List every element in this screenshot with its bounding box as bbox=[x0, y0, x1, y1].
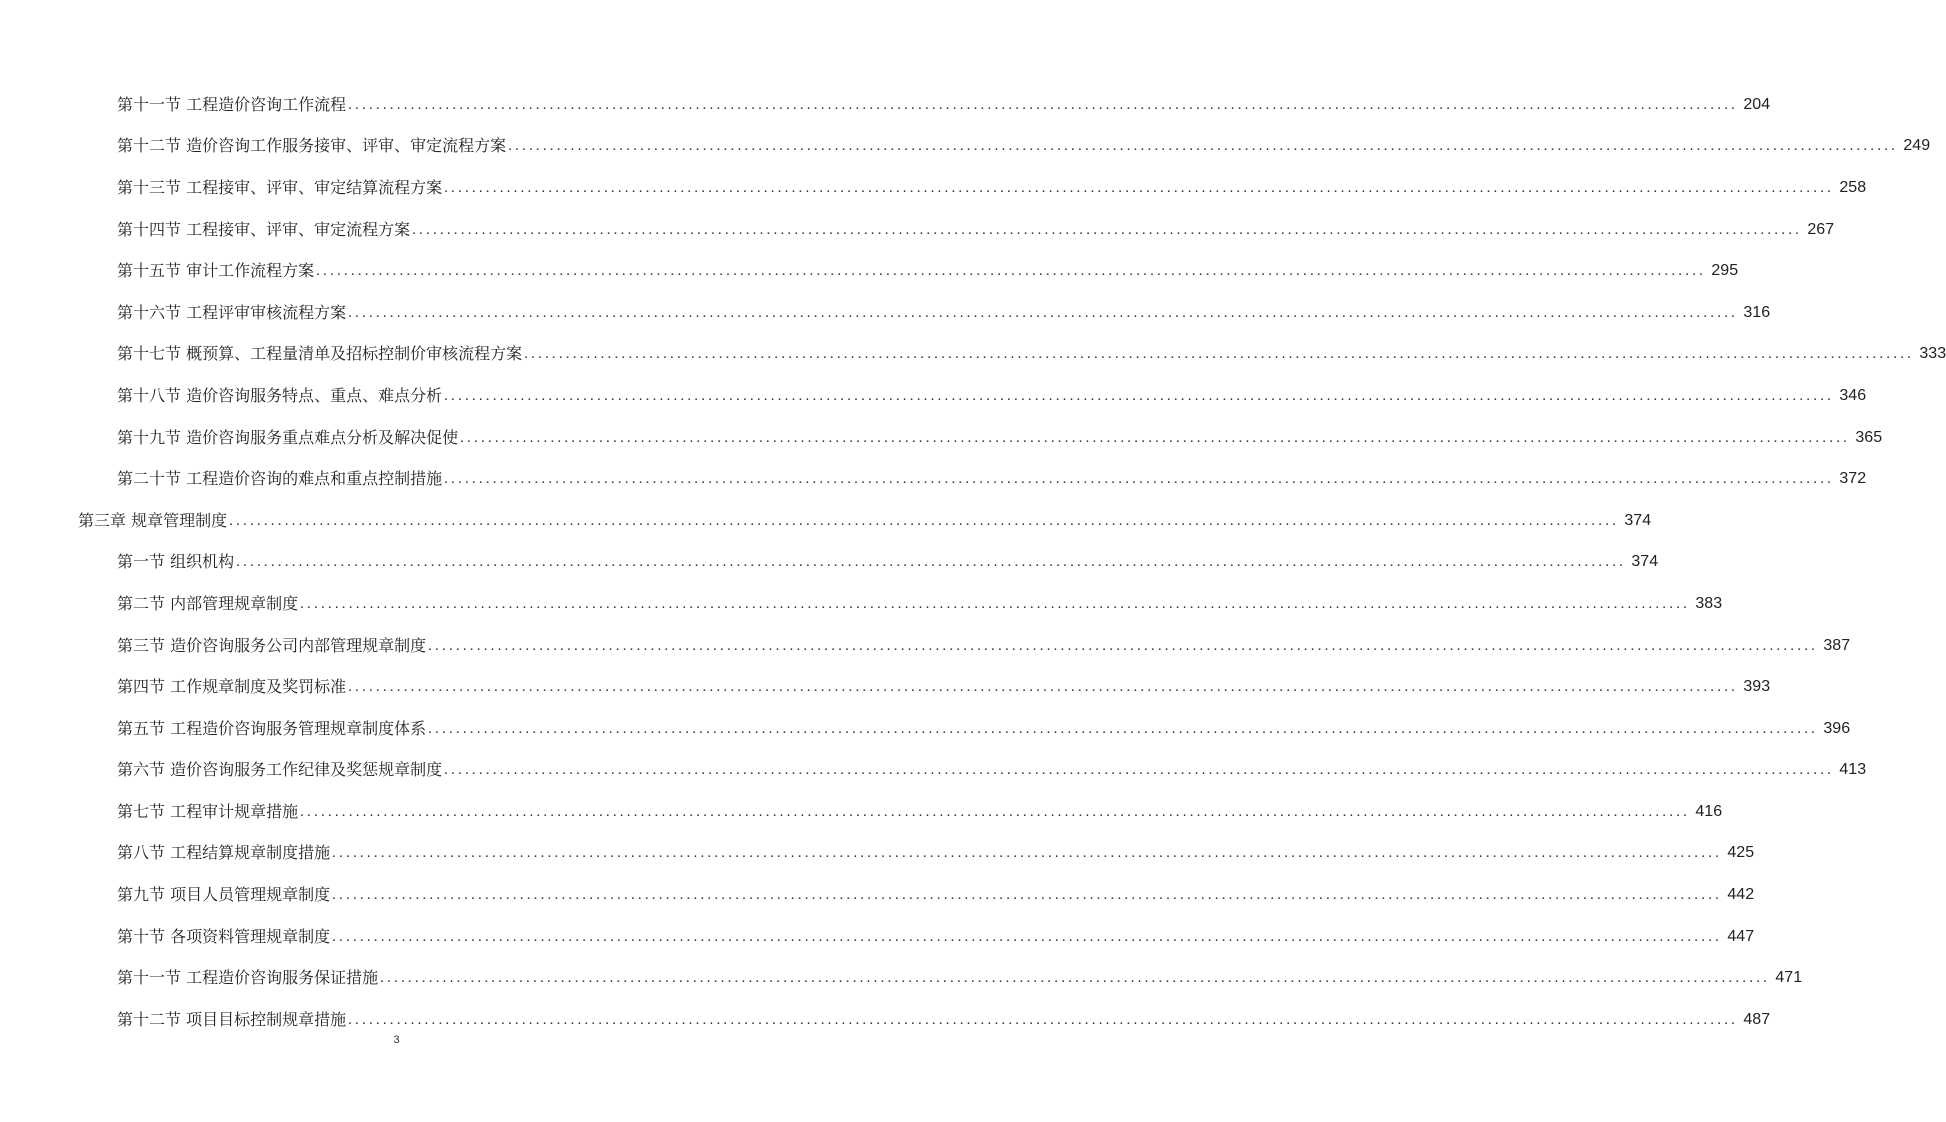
dot-leader: ........................................................................................................................................................................................................ bbox=[428, 637, 1819, 654]
toc-entry-page: 425 bbox=[1727, 844, 1755, 862]
toc-section-entry[interactable] bbox=[0, 874, 1755, 916]
toc-entry-title: 第十节 各项资料管理规章制度 bbox=[117, 924, 332, 950]
toc-section-entry[interactable] bbox=[0, 417, 1883, 459]
dot-leader: ........................................................................................................................................................................................................ bbox=[508, 138, 1899, 155]
toc-entry-title: 第十一节 工程造价咨询工作流程 bbox=[117, 92, 348, 118]
toc-section-entry[interactable] bbox=[0, 167, 1867, 209]
toc-entry-page: 316 bbox=[1743, 303, 1771, 321]
toc-entry-page: 295 bbox=[1711, 262, 1739, 280]
toc-entry-page: 365 bbox=[1855, 428, 1883, 446]
toc-entry-title: 第十二节 造价咨询工作服务接审、评审、审定流程方案 bbox=[117, 133, 508, 159]
table-of-contents bbox=[0, 84, 1946, 1041]
dot-leader: ........................................................................................................................................................................................................ bbox=[444, 179, 1835, 196]
toc-entry-page: 471 bbox=[1775, 969, 1803, 987]
dot-leader: ........................................................................................................................................................................................................ bbox=[332, 887, 1723, 904]
dot-leader: ........................................................................................................................................................................................................ bbox=[412, 221, 1803, 238]
toc-section-entry[interactable] bbox=[0, 625, 1851, 667]
dot-leader: ........................................................................................................................................................................................................ bbox=[460, 429, 1851, 446]
toc-entry-page: 487 bbox=[1743, 1010, 1771, 1028]
toc-entry-page: 372 bbox=[1839, 470, 1867, 488]
toc-section-entry[interactable] bbox=[0, 791, 1723, 833]
toc-entry-page: 396 bbox=[1823, 719, 1851, 737]
toc-section-entry[interactable] bbox=[0, 833, 1755, 875]
toc-entry-title: 第八节 工程结算规章制度措施 bbox=[117, 840, 332, 866]
toc-entry-page: 249 bbox=[1903, 137, 1931, 155]
dot-leader: ........................................................................................................................................................................................................ bbox=[236, 554, 1627, 571]
toc-section-entry[interactable] bbox=[0, 750, 1867, 792]
dot-leader: ........................................................................................................................................................................................................ bbox=[332, 928, 1723, 945]
toc-entry-title: 第十三节 工程接审、评审、审定结算流程方案 bbox=[117, 175, 444, 201]
toc-section-entry[interactable] bbox=[0, 666, 1771, 708]
dot-leader: ........................................................................................................................................................................................................ bbox=[380, 970, 1771, 987]
toc-section-entry[interactable] bbox=[0, 126, 1931, 168]
toc-entry-title: 第十一节 工程造价咨询服务保证措施 bbox=[117, 965, 380, 991]
dot-leader: ........................................................................................................................................................................................................ bbox=[332, 845, 1723, 862]
toc-entry-title: 第三章 规章管理制度 bbox=[78, 508, 229, 534]
toc-entry-title: 第二十节 工程造价咨询的难点和重点控制措施 bbox=[117, 466, 444, 492]
toc-section-entry[interactable] bbox=[0, 708, 1851, 750]
toc-section-entry[interactable] bbox=[0, 334, 1946, 376]
dot-leader: ........................................................................................................................................................................................................ bbox=[300, 595, 1691, 612]
dot-leader: ........................................................................................................................................................................................................ bbox=[444, 471, 1835, 488]
toc-entry-title: 第二节 内部管理规章制度 bbox=[117, 591, 300, 617]
toc-section-entry[interactable] bbox=[0, 292, 1771, 334]
toc-section-entry[interactable] bbox=[0, 957, 1803, 999]
toc-entry-title: 第十七节 概预算、工程量清单及招标控制价审核流程方案 bbox=[117, 341, 524, 367]
toc-entry-page: 333 bbox=[1919, 345, 1946, 363]
toc-entry-page: 258 bbox=[1839, 178, 1867, 196]
dot-leader: ........................................................................................................................................................................................................ bbox=[348, 96, 1739, 113]
toc-section-entry[interactable] bbox=[0, 916, 1755, 958]
toc-entry-page: 387 bbox=[1823, 636, 1851, 654]
toc-entry-title: 第十八节 造价咨询服务特点、重点、难点分析 bbox=[117, 383, 444, 409]
toc-entry-title: 第十六节 工程评审审核流程方案 bbox=[117, 300, 348, 326]
toc-entry-page: 374 bbox=[1624, 511, 1652, 529]
toc-section-entry[interactable] bbox=[0, 250, 1739, 292]
dot-leader: ........................................................................................................................................................................................................ bbox=[444, 762, 1835, 779]
toc-entry-title: 第十五节 审计工作流程方案 bbox=[117, 258, 316, 284]
toc-entry-page: 447 bbox=[1727, 927, 1755, 945]
toc-entry-title: 第五节 工程造价咨询服务管理规章制度体系 bbox=[117, 716, 428, 742]
dot-leader: ........................................................................................................................................................................................................ bbox=[444, 387, 1835, 404]
toc-entry-page: 374 bbox=[1631, 553, 1659, 571]
toc-chapter-entry[interactable] bbox=[0, 500, 1652, 542]
toc-entry-title: 第六节 造价咨询服务工作纪律及奖惩规章制度 bbox=[117, 757, 444, 783]
dot-leader: ........................................................................................................................................................................................................ bbox=[316, 263, 1707, 280]
toc-section-entry[interactable] bbox=[0, 209, 1835, 251]
toc-entry-page: 346 bbox=[1839, 386, 1867, 404]
toc-entry-title: 第一节 组织机构 bbox=[117, 549, 236, 575]
page-number: 3 bbox=[393, 1034, 400, 1046]
toc-entry-page: 383 bbox=[1695, 594, 1723, 612]
dot-leader: ........................................................................................................................................................................................................ bbox=[348, 1011, 1739, 1028]
toc-entry-title: 第十九节 造价咨询服务重点难点分析及解决促使 bbox=[117, 425, 460, 451]
dot-leader: ........................................................................................................................................................................................................ bbox=[428, 720, 1819, 737]
toc-entry-title: 第七节 工程审计规章措施 bbox=[117, 799, 300, 825]
dot-leader: ........................................................................................................................................................................................................ bbox=[524, 346, 1915, 363]
toc-entry-page: 393 bbox=[1743, 678, 1771, 696]
toc-entry-title: 第四节 工作规章制度及奖罚标准 bbox=[117, 674, 348, 700]
toc-entry-page: 416 bbox=[1695, 802, 1723, 820]
toc-section-entry[interactable] bbox=[0, 542, 1659, 584]
toc-entry-page: 204 bbox=[1743, 95, 1771, 113]
toc-section-entry[interactable] bbox=[0, 583, 1723, 625]
toc-entry-title: 第十二节 项目目标控制规章措施 bbox=[117, 1007, 348, 1033]
dot-leader: ........................................................................................................................................................................................................ bbox=[300, 803, 1691, 820]
toc-section-entry[interactable] bbox=[0, 458, 1867, 500]
toc-section-entry[interactable] bbox=[0, 375, 1867, 417]
toc-entry-page: 442 bbox=[1727, 886, 1755, 904]
toc-entry-title: 第十四节 工程接审、评审、审定流程方案 bbox=[117, 217, 412, 243]
dot-leader: ........................................................................................................................................................................................................ bbox=[348, 304, 1739, 321]
dot-leader: ........................................................................................................................................................................................................ bbox=[229, 512, 1620, 529]
toc-entry-page: 413 bbox=[1839, 761, 1867, 779]
toc-entry-title: 第三节 造价咨询服务公司内部管理规章制度 bbox=[117, 633, 428, 659]
toc-entry-page: 267 bbox=[1807, 220, 1835, 238]
dot-leader: ........................................................................................................................................................................................................ bbox=[348, 679, 1739, 696]
toc-entry-title: 第九节 项目人员管理规章制度 bbox=[117, 882, 332, 908]
toc-section-entry[interactable] bbox=[0, 84, 1771, 126]
